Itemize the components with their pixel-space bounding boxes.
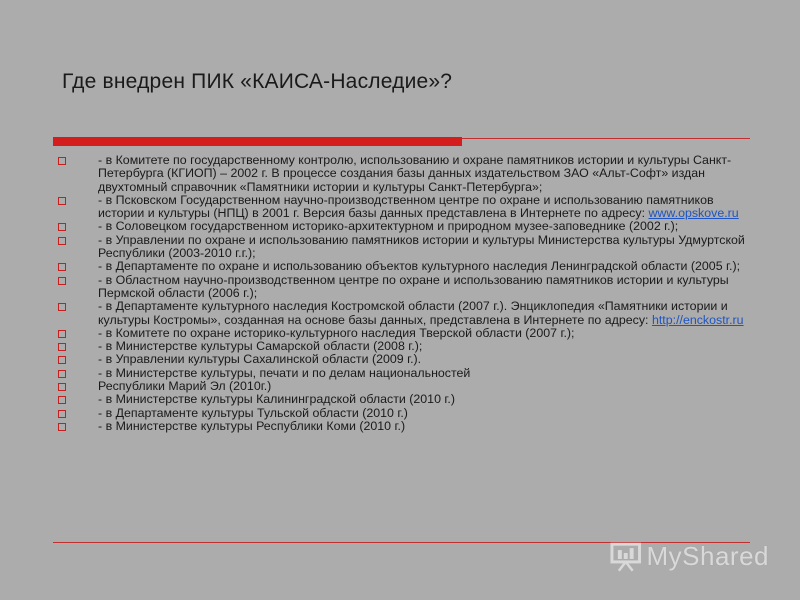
bullet-square-icon — [58, 370, 66, 378]
list-item: - в Министерстве культуры Самарской области (2008 г.); — [58, 340, 758, 353]
presentation-board-icon — [609, 540, 643, 572]
bullet-square-icon — [58, 356, 66, 364]
list-item: - в Департаменте культурного наследия Костромской области (2007 г.). Энциклопедия «Памятники истории и культуры Костромы», созданная на основе базы данных, представлена в Интернете по адресу: http://enckostr.ru — [58, 300, 758, 327]
title-divider-thin — [462, 138, 750, 139]
bullet-square-icon — [58, 197, 66, 205]
list-item: - в Комитете по государственному контролю, использованию и охране памятников истории и культуры Санкт-Петербурга (КГИОП) – 2002 г. В процессе создания базы данных издательством ЗАО «Альт-Софт» издан двухтомный справочник «Памятники истории и культуры Санкт-Петербурга»; — [58, 154, 758, 194]
watermark-logo — [609, 538, 769, 574]
bullet-square-icon — [58, 410, 66, 418]
list-item: Республики Марий Эл (2010г.) — [58, 380, 758, 393]
bullet-square-icon — [58, 157, 66, 165]
bullet-square-icon — [58, 303, 66, 311]
link-enckostr[interactable]: http://enckostr.ru — [651, 312, 744, 327]
title-divider-accent — [53, 137, 462, 146]
bullet-square-icon — [58, 223, 66, 231]
bullet-square-icon — [58, 423, 66, 431]
list-item: - в Областном научно-производственном центре по охране и использованию памятников истории и культуры Пермской области (2006 г.); — [58, 274, 758, 301]
list-item: - в Управлении по охране и использованию памятников истории и культуры Министерства культуры Удмуртской Республики (2003-2010 г.г.); — [58, 234, 758, 261]
bullet-square-icon — [58, 237, 66, 245]
bullet-square-icon — [58, 277, 66, 285]
bullet-square-icon — [58, 263, 66, 271]
watermark-text: MyShared — [646, 540, 769, 571]
list-item: - в Департаменте по охране и использованию объектов культурного наследия Ленинградской области (2005 г.); — [58, 260, 758, 273]
list-item: - в Министерстве культуры Республики Коми (2010 г.) — [58, 420, 758, 433]
slide-title: Где внедрен ПИК «КАИСА-Наследие»? — [62, 70, 453, 93]
list-item: - в Департаменте культуры Тульской области (2010 г.) — [58, 407, 758, 420]
list-item: - в Министерстве культуры Калининградской области (2010 г.) — [58, 393, 758, 406]
list-item: - в Управлении культуры Сахалинской области (2009 г.). — [58, 353, 758, 366]
bullet-square-icon — [58, 343, 66, 351]
list-item: - в Псковском Государственном научно-производственном центре по охране и использованию памятников истории и культуры (НПЦ) в 2001 г. Версия базы данных представлена в Интернете по адресу: www.opskove.ru — [58, 194, 758, 221]
list-item: - в Комитете по охране историко-культурного наследия Тверской области (2007 г.); — [58, 327, 758, 340]
bullet-square-icon — [58, 330, 66, 338]
bullet-list — [58, 154, 758, 433]
list-item: - в Министерстве культуры, печати и по делам национальностей — [58, 367, 758, 380]
bullet-square-icon — [58, 383, 66, 391]
bullet-square-icon — [58, 396, 66, 404]
list-item: - в Соловецком государственном историко-архитектурном и природном музее-заповеднике (2002 г.); — [58, 220, 758, 233]
link-opskove[interactable]: www.opskove.ru — [648, 206, 739, 221]
